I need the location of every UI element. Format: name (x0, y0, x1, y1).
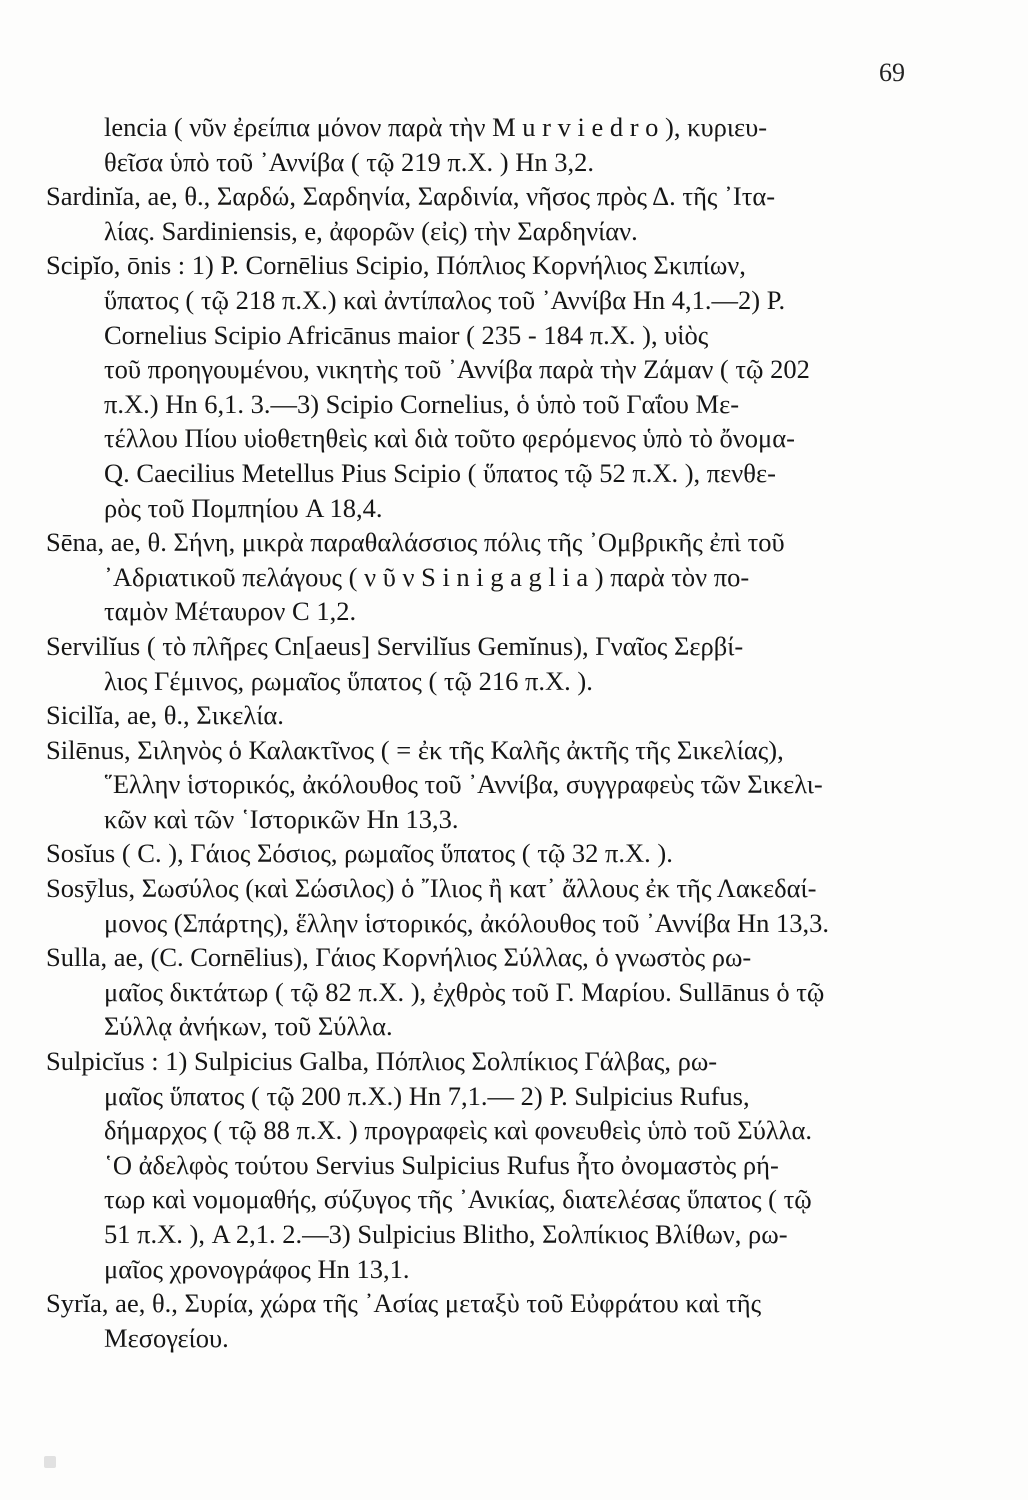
text-line: ταμὸν Μέταυρον C 1,2. (104, 596, 357, 627)
text-line: Sosȳlus, Σωσύλος (καὶ Σώσιλος) ὁ ῎Ιλιος ἢ κατ᾿ ἄλλους ἐκ τῆς Λακεδαί- (46, 873, 817, 904)
text-line: Servilĭus ( τὸ πλῆρες Cn[aeus] Servilĭus Gemĭnus), Γναῖος Σερβί- (46, 630, 744, 661)
text-line: μαῖος δικτάτωρ ( τῷ 82 π.Χ. ), ἐχθρὸς τοῦ Γ. Μαρίου. Sullānus ὁ τῷ (104, 976, 825, 1007)
text-line: Sardinĭa, ae, θ., Σαρδώ, Σαρδηνία, Σαρδινία, νῆσος πρὸς Δ. τῆς ᾿Ιτα- (46, 181, 776, 212)
text-line: ὕπατος ( τῷ 218 π.Χ.) καὶ ἀντίπαλος τοῦ ᾿Αννίβα Hn 4,1.—2) P. (104, 284, 786, 315)
text-line: ῾Ο ἀδελφὸς τούτου Servius Sulpicius Rufus ἦτο ὀνομαστὸς ρή- (104, 1149, 779, 1180)
text-line: λίας. Sardiniensis, e, ἀφορῶν (εἰς) τὴν Σαρδηνίαν. (104, 215, 638, 246)
text-line: 51 π.Χ. ), A 2,1. 2.—3) Sulpicius Blitho, Σολπίκιος Βλίθων, ρω- (104, 1219, 788, 1249)
text-line: λιος Γέμινος, ρωμαῖος ὕπατος ( τῷ 216 π.Χ. ). (104, 665, 593, 696)
text-line: Syrĭa, ae, θ., Συρία, χώρα τῆς ᾿Ασίας μεταξὺ τοῦ Εὐφράτου καὶ τῆς (46, 1288, 762, 1319)
text-line: μονος (Σπάρτης), ἕλλην ἱστορικός, ἀκόλουθος τοῦ ᾿Αννίβα Hn 13,3. (104, 907, 830, 938)
text-line: τέλλου Πίου υἱοθετηθεὶς καὶ διὰ τοῦτο φερόμενος ὑπὸ τὸ ὄνομα- (104, 423, 795, 454)
text-line: δήμαρχος ( τῷ 88 π.Χ. ) προγραφεὶς καὶ φονευθεὶς ὑπὸ τοῦ Σύλλα. (104, 1115, 813, 1146)
glossary-text (46, 110, 916, 1355)
text-line: μαῖος ὕπατος ( τῷ 200 π.Χ.) Hn 7,1.— 2) P. Sulpicius Rufus, (104, 1080, 750, 1111)
text-line: Sosĭus ( C. ), Γάιος Σόσιος, ρωμαῖος ὕπατος ( τῷ 32 π.Χ. ). (46, 838, 673, 869)
text-line: ᾿Αδριατικοῦ πελάγους ( ν ῦ ν S i n i g a g l i a ) παρὰ τὸν πο- (104, 561, 750, 592)
text-line: Scipĭo, ōnis : 1) P. Cornēlius Scipio, Πόπλιος Κορνήλιος Σκιπίων, (46, 250, 746, 281)
scan-smudge (44, 1456, 56, 1468)
text-line: ῞Ελλην ἱστορικός, ἀκόλουθος τοῦ ᾿Αννίβα, συγγραφεὺς τῶν Σικελι- (104, 769, 823, 800)
text-line: Silēnus, Σιληνὸς ὁ Καλακτῖνος ( = ἐκ τῆς Καλῆς ἀκτῆς τῆς Σικελίας), (46, 734, 784, 765)
text-line: Μεσογείου. (104, 1322, 229, 1353)
text-line: Cornelius Scipio Africānus maior ( 235 - 184 π.Χ. ), υἱὸς (104, 319, 709, 350)
page-number: 69 (879, 58, 905, 87)
text-line: τοῦ προηγουμένου, νικητὴς τοῦ ᾿Αννίβα παρὰ τὴν Ζάμαν ( τῷ 202 (104, 354, 810, 385)
text-line: Sēna, ae, θ. Σήνη, μικρὰ παραθαλάσσιος πόλις τῆς ᾿Ομβρικῆς ἐπὶ τοῦ (46, 527, 785, 558)
text-line: Sulpicĭus : 1) Sulpicius Galba, Πόπλιος Σολπίκιος Γάλβας, ρω- (46, 1046, 718, 1077)
text-line: Q. Caecilius Metellus Pius Scipio ( ὕπατος τῷ 52 π.Χ. ), πενθε- (104, 457, 776, 488)
text-line: θεῖσα ὑπὸ τοῦ ᾿Αννίβα ( τῷ 219 π.Χ. ) Hn 3,2. (104, 146, 594, 177)
text-line: τωρ καὶ νομομαθής, σύζυγος τῆς ᾿Ανικίας, διατελέσας ὕπατος ( τῷ (104, 1184, 812, 1215)
text-line: ρὸς τοῦ Πομπηίου A 18,4. (104, 492, 383, 523)
text-line: κῶν καὶ τῶν ῾Ιστορικῶν Hn 13,3. (104, 803, 459, 834)
text-line: lencia ( νῦν ἐρείπια μόνον παρὰ τὴν M u r v i e d r o ), κυριευ- (104, 112, 768, 142)
text-line: π.Χ.) Hn 6,1. 3.—3) Scipio Cornelius, ὁ ὑπὸ τοῦ Γαΐου Με- (104, 388, 740, 419)
text-line: μαῖος χρονογράφος Hn 13,1. (104, 1253, 410, 1284)
text-line: Σύλλᾳ ἀνήκων, τοῦ Σύλλα. (104, 1011, 393, 1042)
text-line: Sicilĭa, ae, θ., Σικελία. (46, 700, 284, 731)
text-line: Sulla, ae, (C. Cornēlius), Γάιος Κορνήλιος Σύλλας, ὁ γνωστὸς ρω- (46, 942, 752, 973)
